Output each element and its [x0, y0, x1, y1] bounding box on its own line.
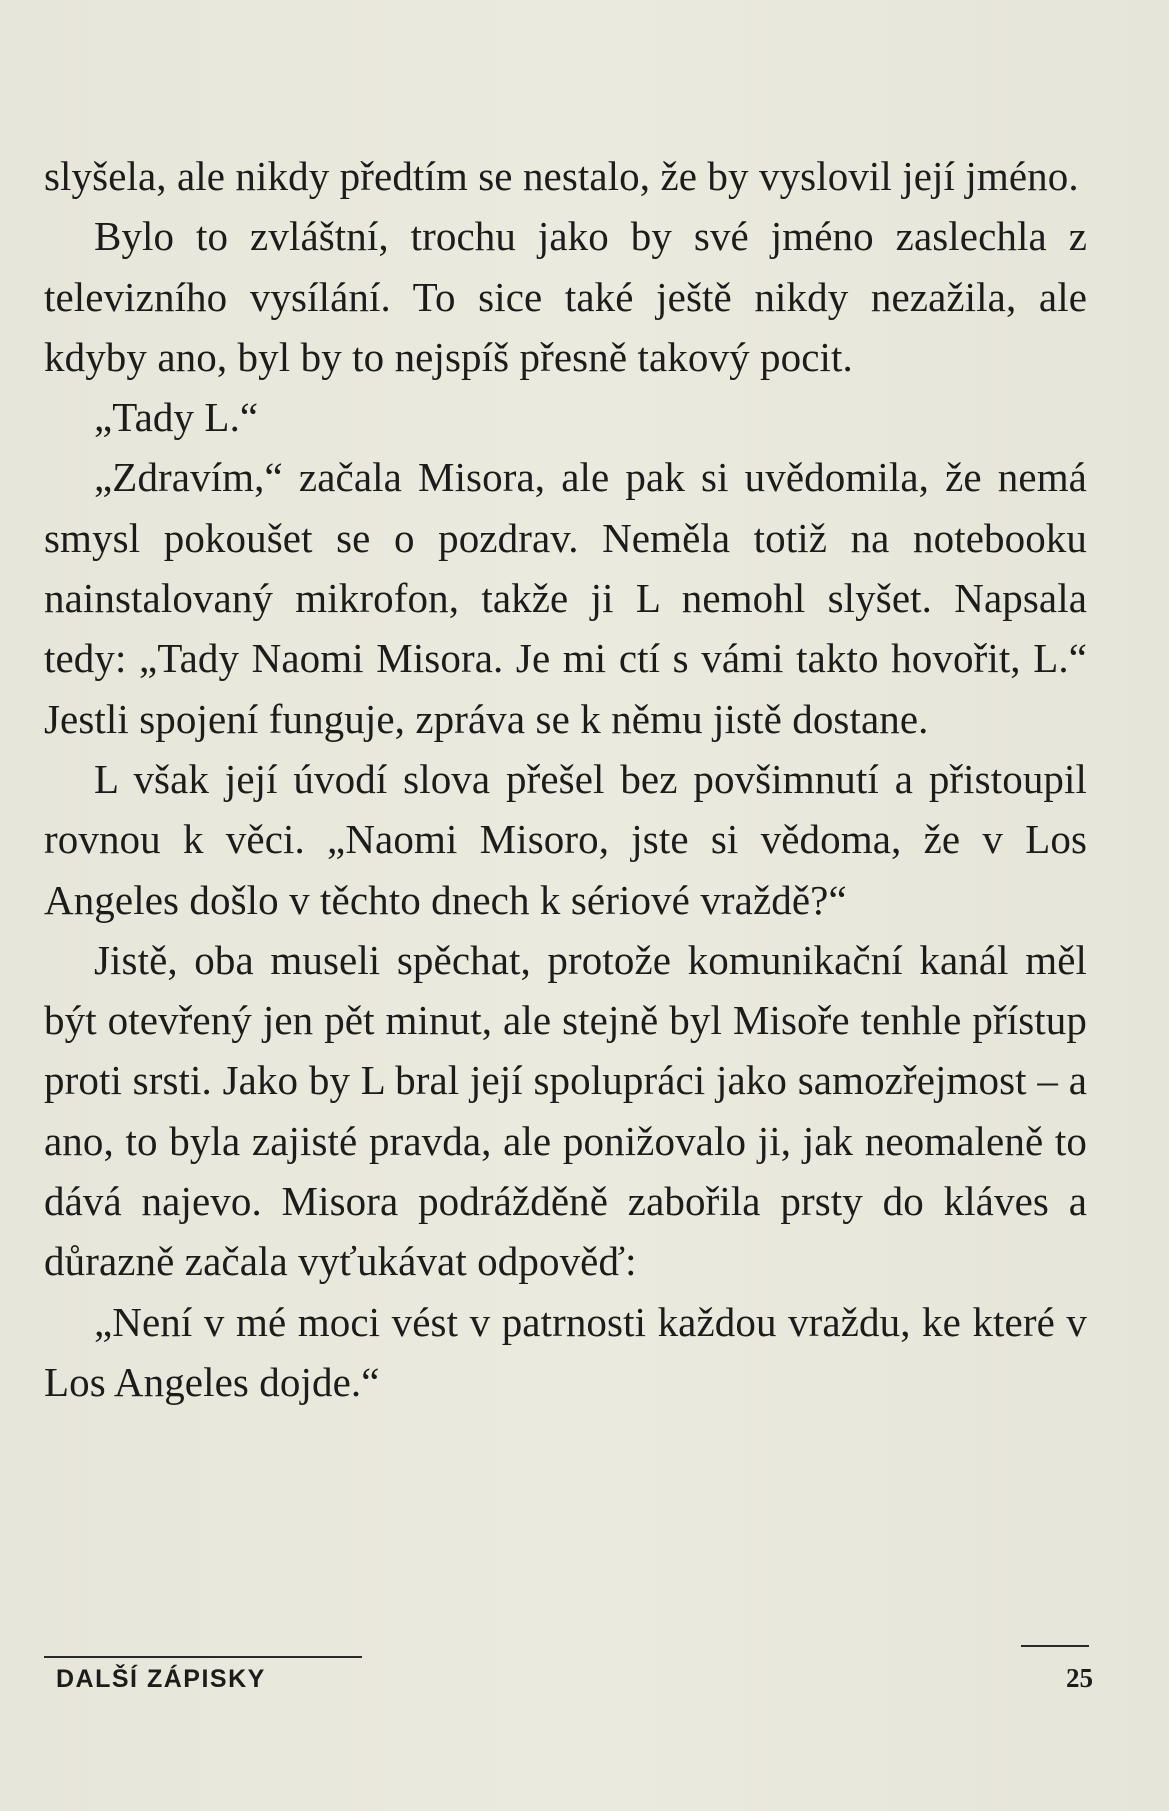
body-text: [44, 146, 1087, 1412]
paragraph-6: Jistě, oba museli spěchat, protože komunikační kanál měl být otevřený jen pět minut, ale stejně byl Misoře tenhle přístup proti srsti. Jako by L bral její spolupráci jako samozřejmost – a ano, to byla zajisté pravda, ale ponižovalo ji, jak neomaleně to dává najevo. Misora podrážděně zabořila prsty do kláves a důrazně začala vyťukávat odpověď:: [44, 936, 1087, 1285]
paragraph-7: „Není v mé moci vést v patrnosti každou vraždu, ke které v Los Angeles dojde.“: [44, 1298, 1087, 1405]
footer-rule-right: [1021, 1645, 1089, 1647]
page-number: 25: [1066, 1663, 1093, 1693]
footer-rule-left: [44, 1656, 362, 1658]
paragraph-2: Bylo to zvláštní, trochu jako by své jméno zaslechla z televizního vysílání. To sice také ještě nikdy nezažila, ale kdyby ano, byl by to nejspíš přesně takový pocit.: [44, 213, 1087, 380]
paragraph-3: „Tady L.“: [94, 394, 259, 441]
paragraph-1: slyšela, ale nikdy předtím se nestalo, že by vyslovil její jméno.: [44, 153, 1079, 199]
running-footer-title: DALŠÍ ZÁPISKY: [56, 1665, 266, 1693]
paragraph-5: L však její úvodí slova přešel bez povšimnutí a přistoupil rovnou k věci. „Naomi Misoro, jste si vědoma, že v Los Angeles došlo v těchto dnech k sériové vraždě?“: [44, 755, 1087, 923]
paragraph-4: „Zdravím,“ začala Misora, ale pak si uvědomila, že nemá smysl pokoušet se o pozdrav. Neměla totiž na notebooku nainstalovaný mikrofon, takže ji L nemohl slyšet. Napsala tedy: „Tady Naomi Misora. Je mi ctí s vámi takto hovořit, L.“ Jestli spojení funguje, zpráva se k němu jistě dostane.: [44, 454, 1087, 742]
